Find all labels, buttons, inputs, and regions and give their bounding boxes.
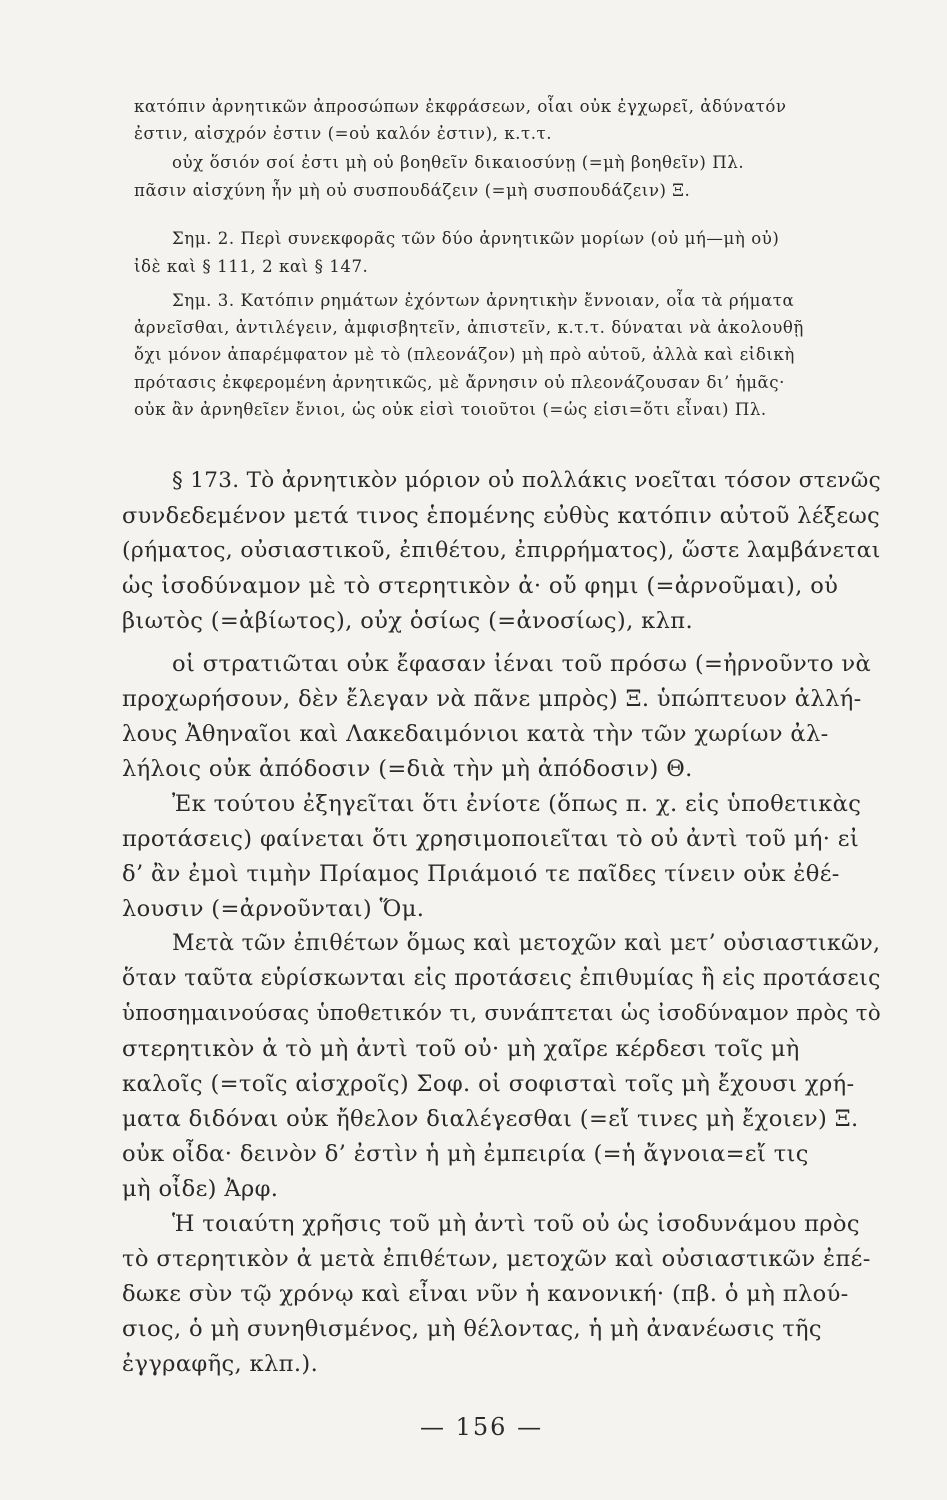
- body-line: προχωρήσουν, δὲν ἔλεγαν νὰ πᾶνε μπρὸς) Ξ. ὑπώπτευον ἀλλή-: [122, 686, 862, 712]
- body-line: § 173. Τὸ ἀρνητικὸν μόριον οὐ πολλάκις νοεῖται τόσον στενῶς: [172, 468, 882, 493]
- body-line: οἱ στρατιῶται οὐκ ἔφασαν ἰέναι τοῦ πρόσω (=ἠρνοῦντο νὰ: [172, 651, 872, 677]
- body-line: ὡς ἰσοδύναμον μὲ τὸ στερητικὸν ἀ· οὔ φημι (=ἀρνοῦμαι), οὐ: [122, 573, 839, 599]
- note-line: πᾶσιν αἰσχύνη ἦν μὴ οὐ συσπουδάζειν (=μὴ συσπουδάζειν) Ξ.: [134, 181, 691, 200]
- body-line: βιωτὸς (=ἀβίωτος), οὐχ ὁσίως (=ἀνοσίως), κλπ.: [122, 608, 694, 634]
- body-line: δ’ ἂν ἐμοὶ τιμὴν Πρίαμος Πριάμοιό τε παῖδες τίνειν οὐκ ἐθέ-: [122, 861, 840, 887]
- note-line: οὐχ ὅσιόν σοί ἐστι μὴ οὐ βοηθεῖν δικαιοσύνῃ (=μὴ βοηθεῖν) Πλ.: [172, 153, 745, 172]
- body-line: Ἡ τοιαύτη χρῆσις τοῦ μὴ ἀντὶ τοῦ οὐ ὡς ἰσοδυνάμου πρὸς: [172, 1211, 860, 1237]
- body-line: λήλοις οὐκ ἀπόδοσιν (=διὰ τὴν μὴ ἀπόδοσιν) Θ.: [122, 756, 693, 782]
- body-line: προτάσεις) φαίνεται ὅτι χρησιμοποιεῖται τὸ οὐ ἀντὶ τοῦ μή· εἰ: [122, 826, 860, 852]
- note-line: ἰδὲ καὶ § 111, 2 καὶ § 147.: [134, 257, 369, 276]
- note-line: οὐκ ἂν ἀρνηθεῖεν ἔνιοι, ὡς οὐκ εἰσὶ τοιοῦτοι (=ὡς εἰσι=ὅτι εἶναι) Πλ.: [134, 400, 767, 419]
- body-line: λουσιν (=ἀρνοῦνται) Ὅμ.: [122, 896, 425, 922]
- note-line: ἀρνεῖσθαι, ἀντιλέγειν, ἀμφισβητεῖν, ἀπιστεῖν, κ.τ.τ. δύναται νὰ ἀκολουθῇ: [134, 318, 804, 337]
- body-line: ὑποσημαινούσας ὑποθετικόν τι, συνάπτεται ὡς ἰσοδύναμον πρὸς τὸ: [122, 1001, 882, 1026]
- body-line: σιος, ὁ μὴ συνηθισμένος, μὴ θέλοντας, ἡ μὴ ἀνανέωσις τῆς: [122, 1316, 822, 1342]
- body-line: Ἐκ τούτου ἐξηγεῖται ὅτι ἐνίοτε (ὅπως π. χ. εἰς ὑποθετικὰς: [172, 791, 862, 817]
- body-line: Μετὰ τῶν ἐπιθέτων ὅμως καὶ μετοχῶν καὶ μετ’ οὐσιαστικῶν,: [172, 931, 881, 956]
- body-line: στερητικὸν ἀ τὸ μὴ ἀντὶ τοῦ οὐ· μὴ χαῖρε κέρδεσι τοῖς μὴ: [122, 1036, 800, 1062]
- body-line: μὴ οἶδε) Ἀρφ.: [122, 1176, 279, 1202]
- note-line: πρότασις ἐκφερομένη ἀρνητικῶς, μὲ ἄρνησιν οὐ πλεονάζουσαν δι’ ἡμᾶς·: [134, 373, 785, 392]
- note-line: Σημ. 2. Περὶ συνεκφορᾶς τῶν δύο ἀρνητικῶν μορίων (οὐ μή—μὴ οὐ): [172, 229, 780, 248]
- body-line: καλοῖς (=τοῖς αἰσχροῖς) Σοφ. οἱ σοφισταὶ τοῖς μὴ ἔχουσι χρή-: [122, 1071, 855, 1097]
- body-line: δωκε σὺν τῷ χρόνῳ καὶ εἶναι νῦν ἡ κανονική· (πβ. ὁ μὴ πλού-: [122, 1281, 849, 1307]
- note-line: ὄχι μόνον ἀπαρέμφατον μὲ τὸ (πλεονάζον) μὴ πρὸ αὐτοῦ, ἀλλὰ καὶ εἰδικὴ: [134, 345, 795, 364]
- body-line: συνδεδεμένον μετά τινος ἑπομένης εὐθὺς κατόπιν αὐτοῦ λέξεως: [122, 503, 881, 529]
- page-number: — 156 —: [420, 1413, 544, 1441]
- body-line: ἐγγραφῆς, κλπ.).: [122, 1351, 319, 1377]
- body-line: λους Ἀθηναῖοι καὶ Λακεδαιμόνιοι κατὰ τὴν τῶν χωρίων ἀλ-: [122, 721, 829, 747]
- body-line: ὅταν ταῦτα εὑρίσκωνται εἰς προτάσεις ἐπιθυμίας ἢ εἰς προτάσεις: [122, 966, 881, 991]
- body-line: οὐκ οἶδα· δεινὸν δ’ ἐστὶν ἡ μὴ ἐμπειρία (=ἡ ἄγνοια=εἴ τις: [122, 1141, 809, 1167]
- body-line: ματα διδόναι οὐκ ἤθελον διαλέγεσθαι (=εἴ τινες μὴ ἔχοιεν) Ξ.: [122, 1106, 859, 1132]
- note-line: Σημ. 3. Κατόπιν ρημάτων ἐχόντων ἀρνητικὴν ἔννοιαν, οἷα τὰ ρήματα: [172, 291, 795, 310]
- body-line: (ρήματος, οὐσιαστικοῦ, ἐπιθέτου, ἐπιρρήματος), ὥστε λαμβάνεται: [122, 538, 881, 563]
- note-line: κατόπιν ἀρνητικῶν ἀπροσώπων ἐκφράσεων, οἷαι οὐκ ἐγχωρεῖ, ἀδύνατόν: [134, 97, 787, 116]
- body-line: τὸ στερητικὸν ἀ μετὰ ἐπιθέτων, μετοχῶν καὶ οὐσιαστικῶν ἐπέ-: [122, 1246, 871, 1272]
- note-line: ἐστιν, αἰσχρόν ἐστιν (=οὐ καλόν ἐστιν), κ.τ.τ.: [134, 124, 553, 143]
